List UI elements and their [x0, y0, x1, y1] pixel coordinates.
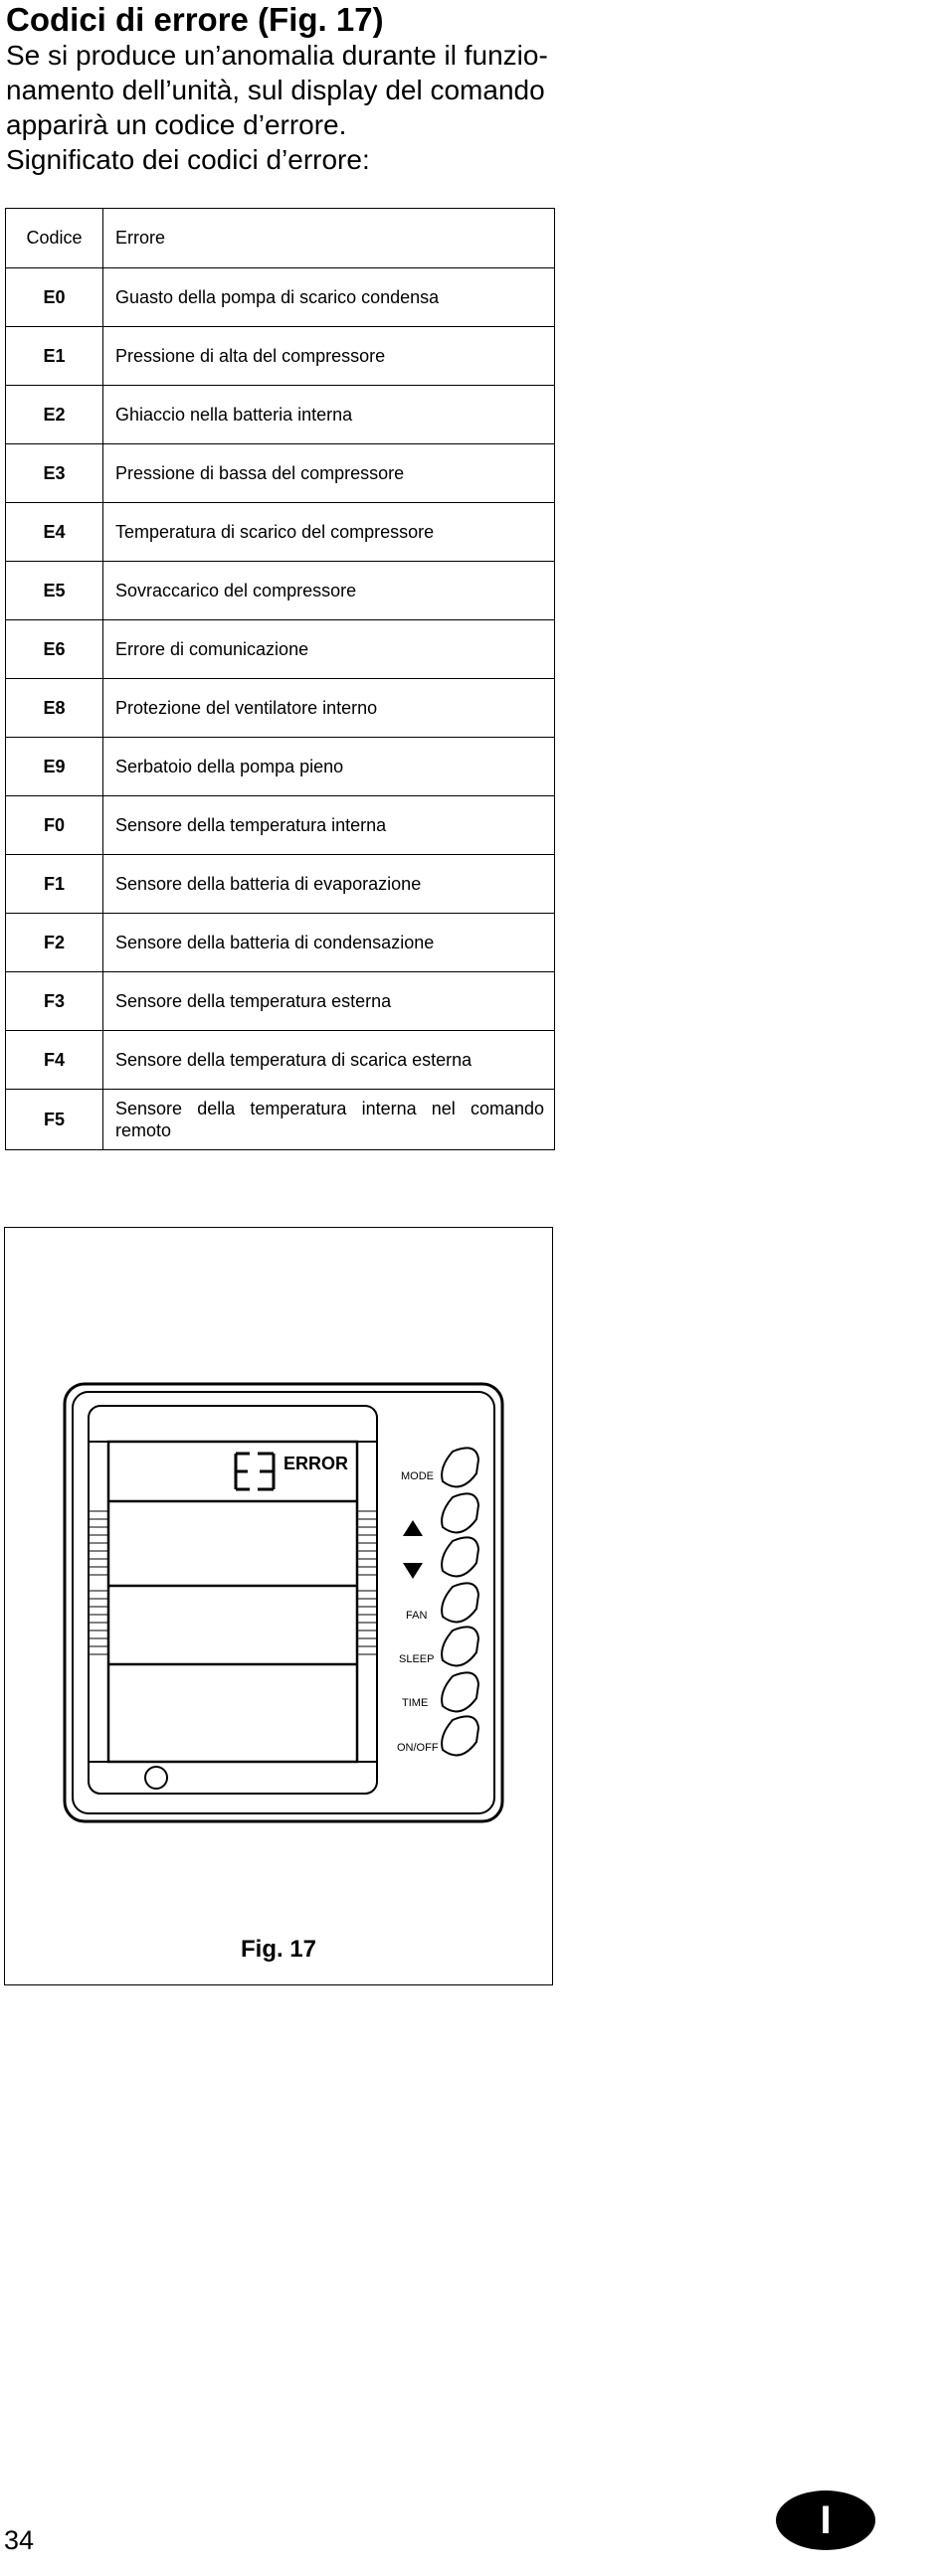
error-label: ERROR	[284, 1454, 349, 1473]
error-code: E3	[6, 444, 103, 503]
error-code: E6	[6, 620, 103, 679]
error-description: Ghiaccio nella batteria interna	[103, 386, 555, 444]
error-description: Errore di comunicazione	[103, 620, 555, 679]
error-description: Sovraccarico del compressore	[103, 562, 555, 620]
on-off-label: ON/OFF	[397, 1742, 439, 1754]
intro-text	[6, 38, 563, 177]
time-label: TIME	[402, 1697, 429, 1709]
table-row	[6, 972, 555, 1031]
table-row	[6, 679, 555, 738]
error-description: Pressione di alta del compressore	[103, 327, 555, 386]
intro-line: Significato dei codici d’errore:	[6, 144, 370, 175]
figure-caption: Fig. 17	[240, 1936, 317, 1963]
intro-line: namento dell’unità, sul display del comando	[6, 75, 545, 105]
error-description: Sensore della temperatura di scarica esterna	[103, 1031, 555, 1090]
error-code: F5	[6, 1090, 103, 1150]
error-description: Guasto della pompa di scarico condensa	[103, 268, 555, 327]
error-code: E8	[6, 679, 103, 738]
header-error: Errore	[103, 209, 555, 268]
section-title: Codici di errore (Fig. 17)	[6, 1, 384, 38]
indicator-circle	[145, 1767, 167, 1789]
error-description: Serbatoio della pompa pieno	[103, 738, 555, 796]
table-row	[6, 796, 555, 855]
fan-label: FAN	[406, 1610, 428, 1622]
intro-line: apparirà un codice d’errore.	[6, 109, 347, 140]
figure-17	[4, 1227, 553, 1985]
error-code: E0	[6, 268, 103, 327]
error-description: Sensore della temperatura esterna	[103, 972, 555, 1031]
error-code: F1	[6, 855, 103, 914]
error-code: E1	[6, 327, 103, 386]
table-row	[6, 503, 555, 562]
table-row	[6, 444, 555, 503]
error-description: Sensore della temperatura interna	[103, 796, 555, 855]
error-codes-table	[5, 208, 555, 1150]
table-row	[6, 914, 555, 972]
error-description: Temperatura di scarico del compressore	[103, 503, 555, 562]
error-code: E5	[6, 562, 103, 620]
header-code: Codice	[6, 209, 103, 268]
table-row	[6, 386, 555, 444]
error-code: E2	[6, 386, 103, 444]
intro-line: Se si produce un’anomalia durante il funzio-	[6, 40, 548, 71]
table-row	[6, 620, 555, 679]
table-row	[6, 738, 555, 796]
page-number: 34	[4, 2525, 35, 2555]
error-code: E4	[6, 503, 103, 562]
error-code: F0	[6, 796, 103, 855]
lcd-screen	[108, 1442, 357, 1762]
error-description: Sensore della temperatura interna nel comando remoto	[103, 1090, 555, 1150]
language-badge: I	[776, 2490, 875, 2550]
error-code: F3	[6, 972, 103, 1031]
sleep-label: SLEEP	[399, 1653, 435, 1665]
table-row	[6, 268, 555, 327]
mode-label: MODE	[401, 1470, 434, 1482]
error-description: Pressione di bassa del compressore	[103, 444, 555, 503]
remote-control-illustration	[63, 1382, 505, 1824]
error-description: Sensore della batteria di condensazione	[103, 914, 555, 972]
table-row	[6, 1090, 555, 1150]
error-description: Protezione del ventilatore interno	[103, 679, 555, 738]
error-code: E9	[6, 738, 103, 796]
table-row	[6, 562, 555, 620]
table-header-row	[6, 209, 555, 268]
table-row	[6, 1031, 555, 1090]
table-row	[6, 855, 555, 914]
error-code: F2	[6, 914, 103, 972]
table-row	[6, 327, 555, 386]
error-description: Sensore della batteria di evaporazione	[103, 855, 555, 914]
error-code: F4	[6, 1031, 103, 1090]
